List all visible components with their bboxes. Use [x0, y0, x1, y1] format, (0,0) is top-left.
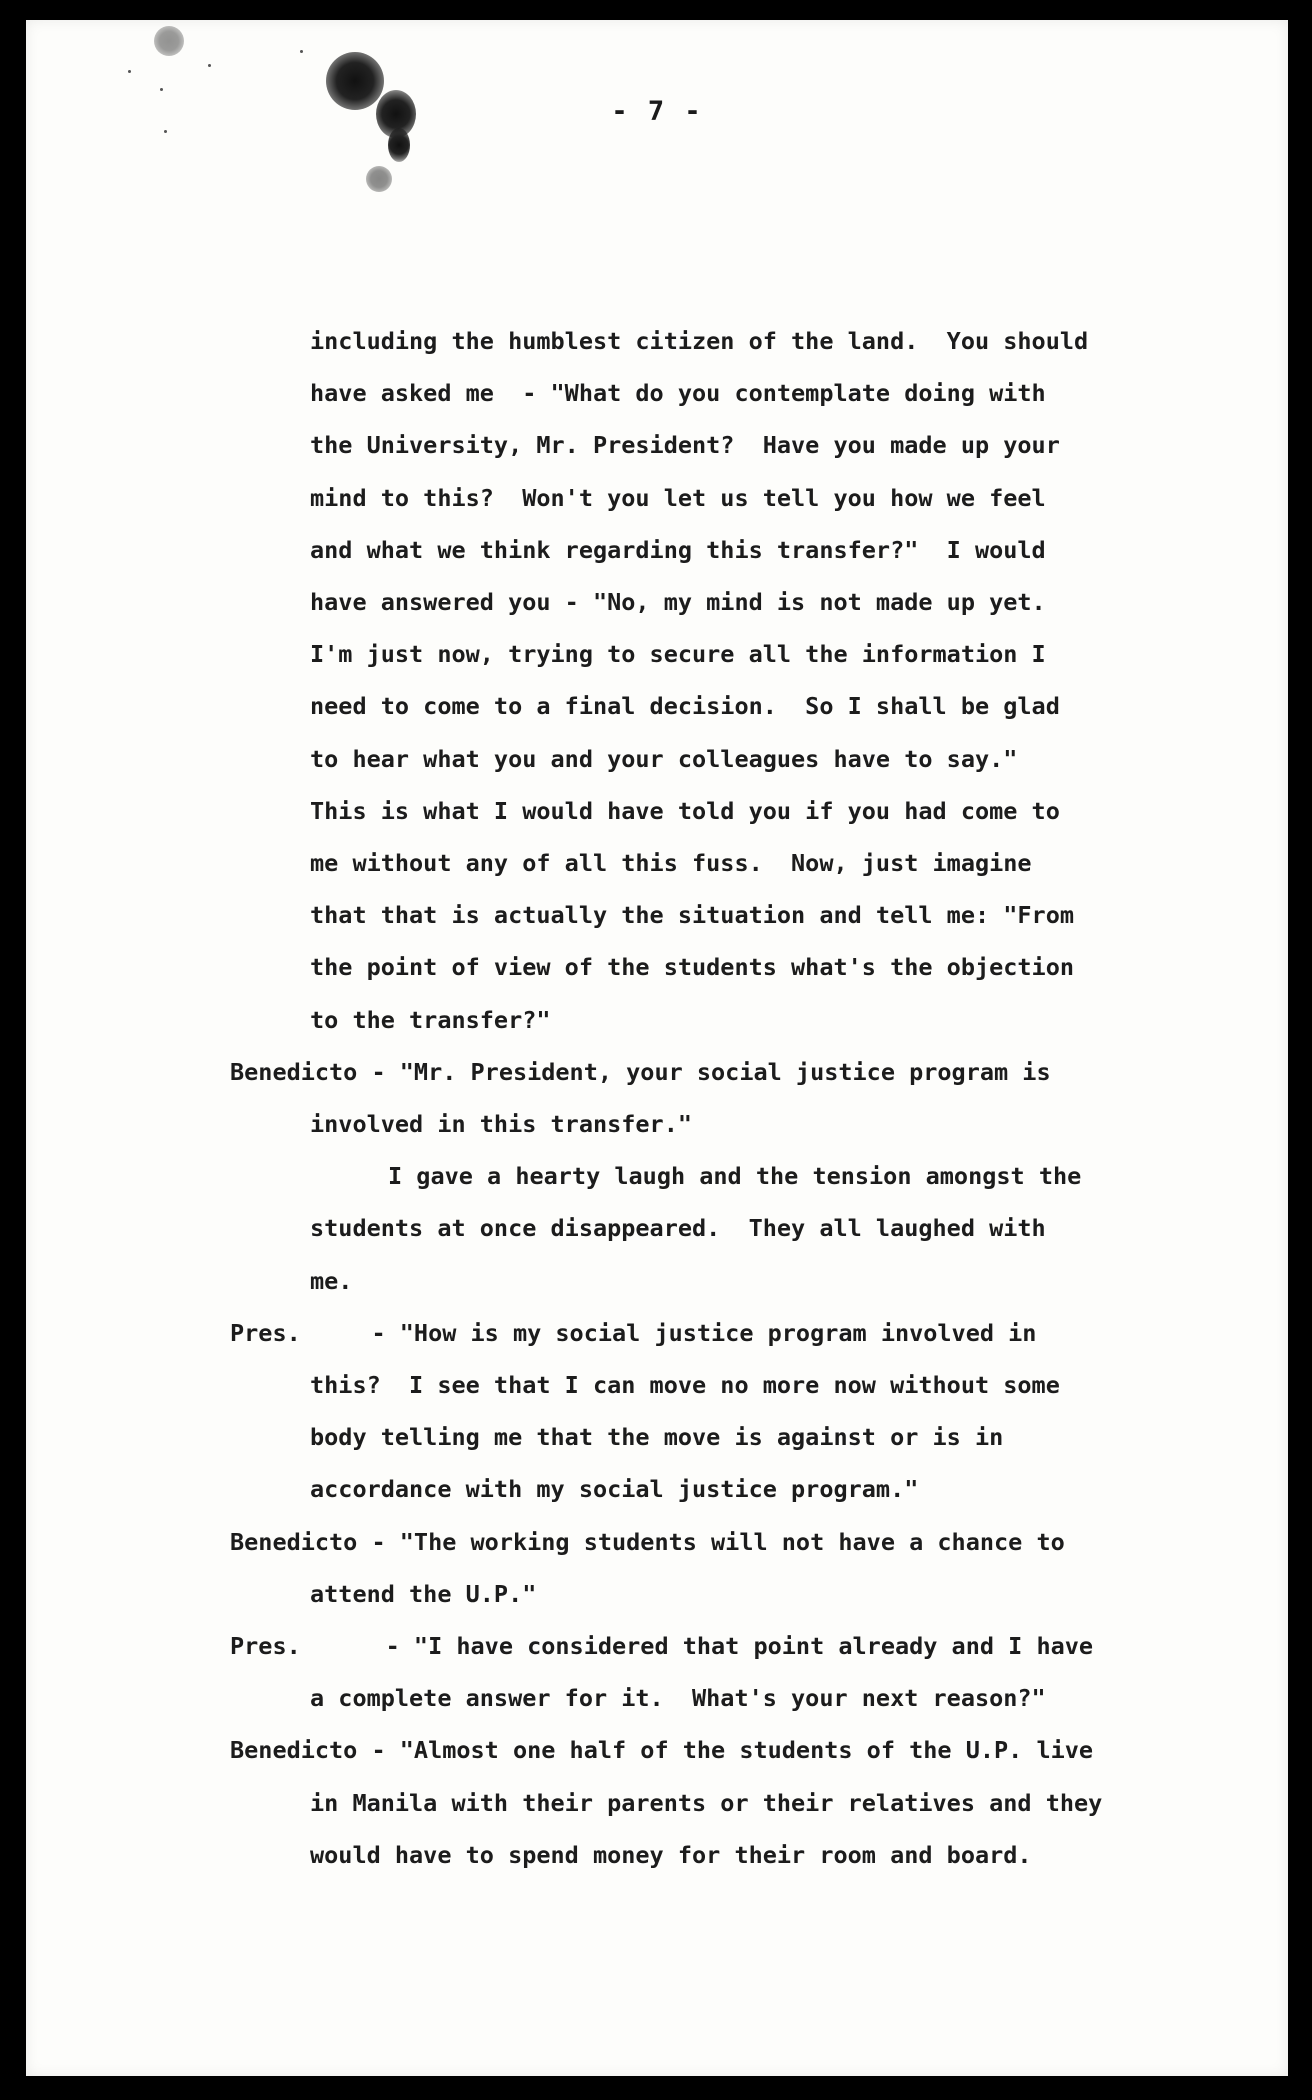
- speck: [208, 64, 211, 67]
- speaker-line: Benedicto - "The working students will not have a chance to: [230, 1528, 1065, 1556]
- text-line: need to come to a final decision. So I shall be glad: [310, 692, 1060, 720]
- document-page: [26, 20, 1288, 2076]
- speaker-line: Benedicto - "Almost one half of the students of the U.P. live: [230, 1736, 1094, 1764]
- speaker-line: Pres. - "I have considered that point already and I have: [230, 1632, 1094, 1660]
- text-line: me without any of all this fuss. Now, just imagine: [310, 849, 1032, 877]
- text-line: mind to this? Won't you let us tell you how we feel: [310, 484, 1046, 512]
- text-line: have asked me - "What do you contemplate doing with: [310, 379, 1046, 407]
- text-line: me.: [310, 1267, 353, 1295]
- speaker-line: Pres. - "How is my social justice program involved in: [230, 1319, 1037, 1347]
- speck: [128, 70, 131, 73]
- text-line: This is what I would have told you if you had come to: [310, 797, 1060, 825]
- text-line: to hear what you and your colleagues have to say.": [310, 745, 1018, 773]
- ink-blot: [388, 128, 410, 162]
- text-line: body telling me that the move is against or is in: [310, 1423, 1004, 1451]
- text-line: attend the U.P.": [310, 1580, 537, 1608]
- text-line: in Manila with their parents or their relatives and they: [310, 1789, 1103, 1817]
- text-line: I gave a hearty laugh and the tension amongst the: [388, 1162, 1082, 1190]
- ink-blot: [366, 166, 392, 192]
- speaker-line: Benedicto - "Mr. President, your social justice program is: [230, 1058, 1051, 1086]
- text-line: students at once disappeared. They all laughed with: [310, 1214, 1046, 1242]
- text-line: and what we think regarding this transfer?" I would: [310, 536, 1046, 564]
- text-line: this? I see that I can move no more now without some: [310, 1371, 1060, 1399]
- text-line: have answered you - "No, my mind is not made up yet.: [310, 588, 1046, 616]
- ink-blot: [154, 26, 184, 56]
- speck: [160, 88, 163, 91]
- speck: [164, 130, 167, 133]
- speck: [300, 50, 303, 53]
- text-line: the University, Mr. President? Have you made up your: [310, 431, 1060, 459]
- text-line: would have to spend money for their room and board.: [310, 1841, 1032, 1869]
- page-number: - 7 -: [611, 96, 703, 127]
- text-line: the point of view of the students what's the objection: [310, 953, 1075, 981]
- text-line: a complete answer for it. What's your next reason?": [310, 1684, 1046, 1712]
- text-line: to the transfer?": [310, 1006, 551, 1034]
- text-line: that that is actually the situation and tell me: "From: [310, 901, 1075, 929]
- text-line: involved in this transfer.": [310, 1110, 693, 1138]
- text-line: accordance with my social justice program.": [310, 1475, 919, 1503]
- text-line: I'm just now, trying to secure all the information I: [310, 640, 1046, 668]
- text-line: including the humblest citizen of the land. You should: [310, 327, 1089, 355]
